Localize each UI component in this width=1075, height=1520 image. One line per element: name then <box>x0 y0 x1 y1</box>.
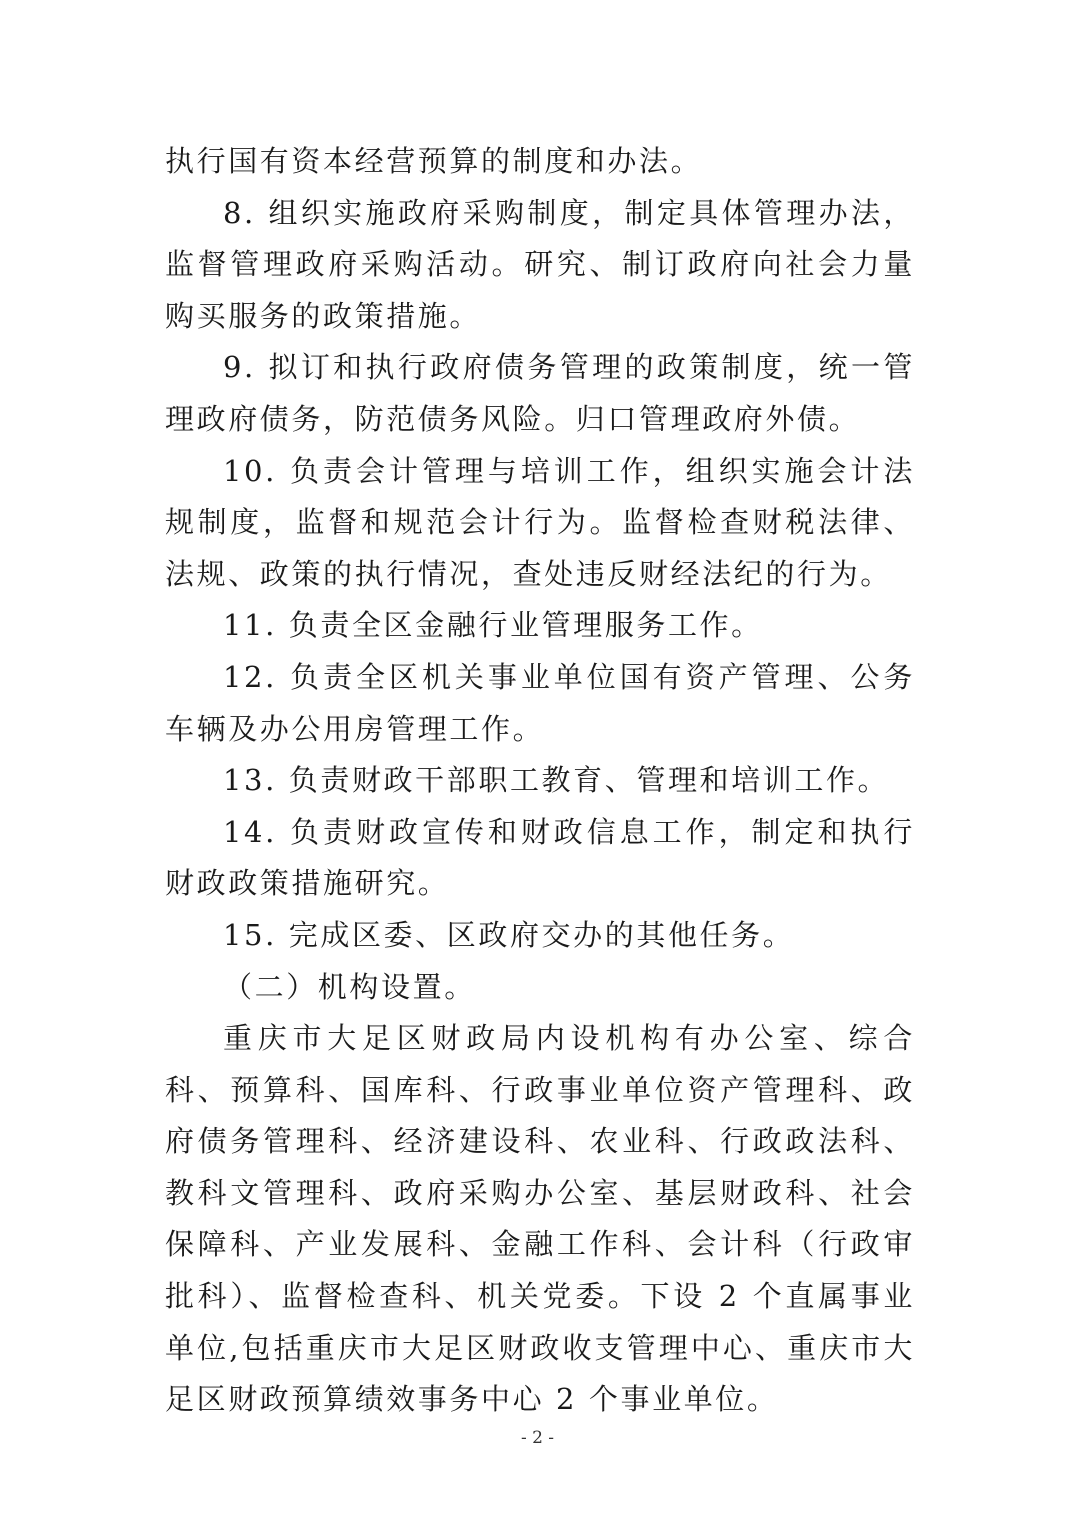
page-number: - 2 - <box>520 1428 555 1448</box>
section-heading-organization: （二）机构设置。 <box>223 969 476 1004</box>
document-body <box>165 136 915 1426</box>
paragraph-item-10: 10. 负责会计管理与培训工作，组织实施会计法规制度，监督和规范会计行为。监督检查财税法律、法规、政策的执行情况，查处违反财经法纪的行为。 <box>165 453 915 591</box>
paragraph-item-14: 14. 负责财政宣传和财政信息工作，制定和执行财政政策措施研究。 <box>165 814 915 901</box>
paragraph-item-8: 8. 组织实施政府采购制度，制定具体管理办法，监督管理政府采购活动。研究、制订政府向社会力量购买服务的政策措施。 <box>165 195 915 333</box>
paragraph-item-11: 11. 负责全区金融行业管理服务工作。 <box>223 608 763 643</box>
paragraph-item-9: 9. 拟订和执行政府债务管理的政策制度，统一管理政府债务，防范债务风险。归口管理政府外债。 <box>165 350 915 436</box>
paragraph-item-12: 12. 负责全区机关事业单位国有资产管理、公务车辆及办公用房管理工作。 <box>165 659 915 746</box>
paragraph-item-13: 13. 负责财政干部职工教育、管理和培训工作。 <box>223 763 890 798</box>
paragraph-continuation: 执行国有资本经营预算的制度和办法。 <box>165 144 703 178</box>
paragraph-organization-description: 重庆市大足区财政局内设机构有办公室、综合科、预算科、国库科、行政事业单位资产管理科、政府债务管理科、经济建设科、农业科、行政政法科、教科文管理科、政府采购办公室、基层财政科、社会保障科、产业发展科、金融工作科、会计科（行政审批科）、监督检查科、机关党委。下设 2 个直属事业单位,包括重庆市大足区财政收支管理中心、重庆市大足区财政预算绩效事务中心 2 个事业单位。 <box>165 1021 915 1417</box>
paragraph-item-15: 15. 完成区委、区政府交办的其他任务。 <box>223 917 795 952</box>
